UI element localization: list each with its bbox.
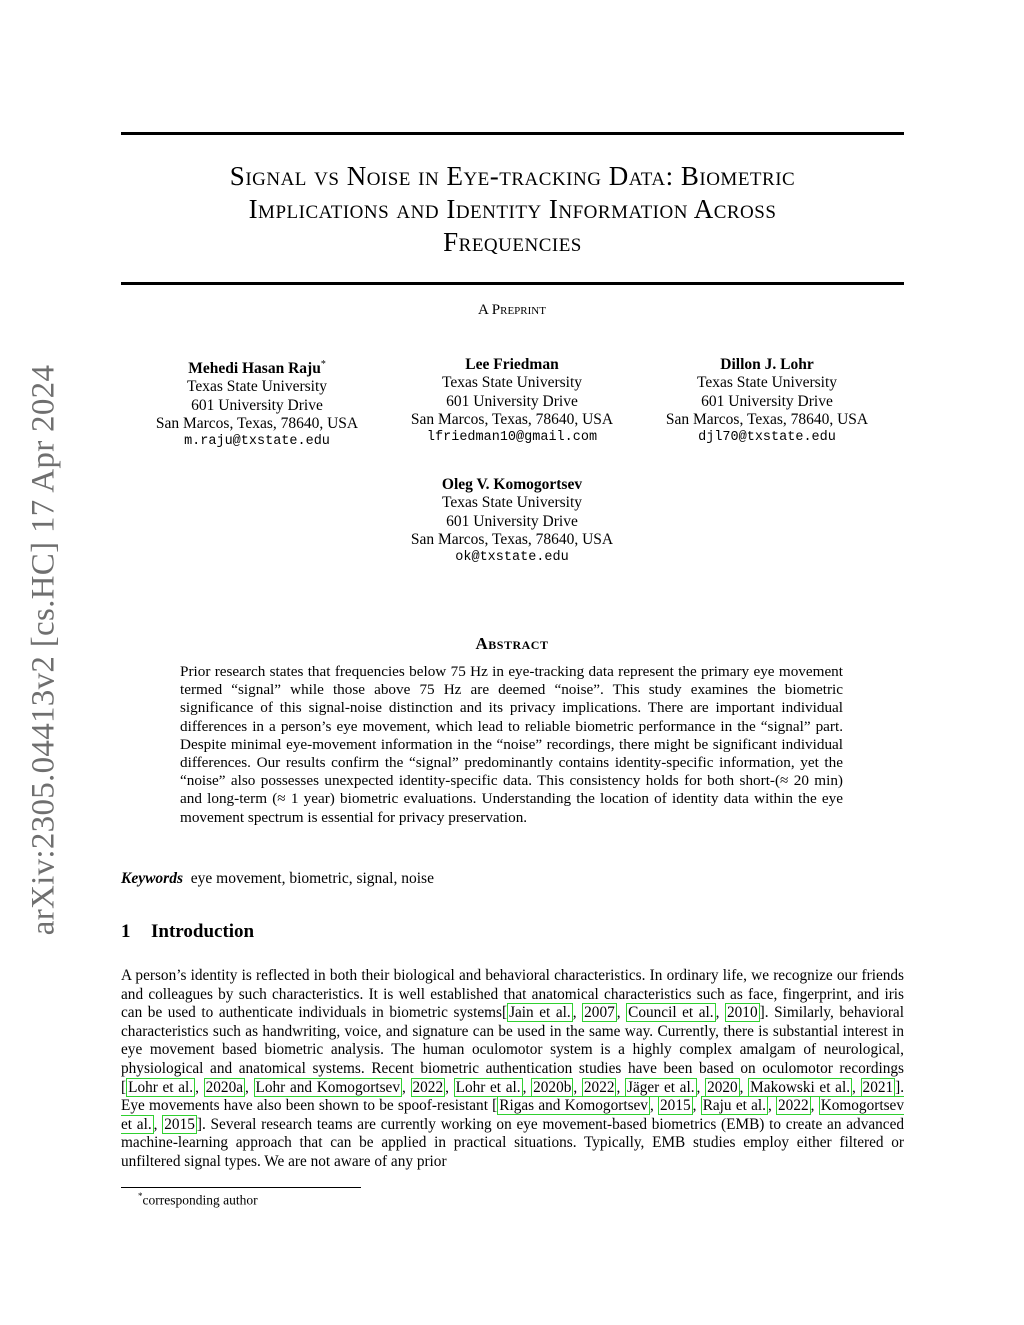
citation-link[interactable]: Rigas and Komogortsev — [499, 1097, 648, 1115]
footnote-mark: * — [138, 1191, 143, 1201]
author-name: Oleg V. Komogortsev — [441, 476, 583, 493]
preprint-label: A Preprint — [478, 302, 546, 318]
paper-title — [121, 160, 904, 259]
author-email[interactable]: djl70@txstate.edu — [698, 430, 836, 446]
author-name: Dillon J. Lohr — [720, 356, 814, 373]
citation-link[interactable]: 2022 — [583, 1078, 615, 1096]
author-street: 601 University Drive — [446, 392, 578, 410]
author-block — [647, 356, 887, 447]
footnote-rule — [121, 1187, 361, 1188]
citation-link[interactable]: Komogortsev et al. — [121, 1097, 904, 1133]
author-affiliation: Texas State University — [441, 494, 583, 512]
title-top-rule — [121, 132, 904, 135]
intro-text: A person’s identity is reflected in both their biological and behavioral characteristics. In ordinary life, we recognize our friends and colleagues by such characteristics. It is well established that anatomical characteristics such as face, fingerprint, and iris can be used to authenticate individuals in biometric systems[ — [121, 967, 904, 1022]
citation-link[interactable]: 2010 — [727, 1004, 758, 1022]
keywords — [121, 870, 434, 888]
citation-link[interactable]: 2022 — [778, 1097, 809, 1115]
citation-link[interactable]: 2007 — [584, 1004, 615, 1022]
citation-link[interactable]: 2020a — [205, 1078, 244, 1096]
citation-link[interactable]: Lohr and Komogortsev — [255, 1078, 400, 1096]
author-city: San Marcos, Texas, 78640, USA — [410, 530, 614, 548]
intro-paragraph: A person’s identity is reflected in both their biological and behavioral characteristics. In ordinary life, we recognize our friends and colleagues by such characteristics. It is well established that anatomical characteristics such as face, fingerprint, and iris can be used to authenticate individuals in biometric systems[ Jain et al. , 2007 , Council et al. , 2010 ]. Similarly, behavioral characteristics such as handwriting, voice, and signature can be used in the same way. Currently, there is substantial interest in eye movement based biometric analysis. The human oculomotor system is a highly complex amalgam of neurological, physiological and anatomical systems. Recent biometric authentication studies have been based on oculomotor recordings [ Lohr et al. , 2020a , Lohr and Komogortsev , 2022 , Lohr et al. , 2020b , 2022 , Jäger et al. , 2020 , Makowski et al. , 2021 ]. Eye movements have also been shown to be spoof-resistant [ Rigas and Komogortsev , 2015 , Raju et al. , 2022 , Komogortsev et al. , 2015 ]. Several research teams are currently working on eye movement-based biometrics (EMB) to create an advanced machine-learning approach that can be applied in practical situations. Typically, EMB studies employ either filtered or unfiltered signal types. We are not aware of any prior — [121, 967, 905, 1170]
citation-link[interactable]: 2022 — [412, 1078, 444, 1096]
keywords-text: eye movement, biometric, signal, noise — [190, 870, 434, 887]
title-bottom-rule — [121, 282, 904, 285]
author-name: Mehedi Hasan Raju* — [188, 359, 326, 378]
section-title: Introduction — [151, 921, 255, 942]
title-line-2: Implications and Identity Information Across — [248, 194, 777, 224]
author-block — [137, 356, 377, 452]
author-city: San Marcos, Texas, 78640, USA — [665, 410, 869, 428]
citation-link[interactable]: Lohr et al. — [455, 1078, 521, 1096]
arxiv-stamp-text: arXiv:2305.04413v2 [cs.HC] 17 Apr 2024 — [25, 364, 62, 936]
author-city: San Marcos, Texas, 78640, USA — [155, 415, 359, 433]
author-street: 601 University Drive — [701, 392, 833, 410]
author-street: 601 University Drive — [446, 512, 578, 530]
title-line-1: Signal vs Noise in Eye-tracking Data: Biometric — [229, 161, 796, 191]
author-email[interactable]: m.raju@txstate.edu — [184, 434, 330, 450]
title-line-3: Frequencies — [443, 227, 582, 257]
keywords-label: Keywords — [121, 870, 183, 887]
citation-link[interactable]: 2020 — [707, 1078, 738, 1096]
citation-link[interactable]: Jäger et al. — [627, 1078, 695, 1096]
section-number: 1 — [121, 921, 131, 942]
footnote-text: corresponding author — [142, 1192, 258, 1208]
citation-link[interactable]: Makowski et al. — [750, 1078, 851, 1096]
author-affiliation: Texas State University — [696, 374, 838, 392]
author-affiliation: Texas State University — [441, 374, 583, 392]
intro-text: ]. Several research teams are currently working on eye movement-based biometrics (EMB) to create an advanced machine-learning approach that can be applied in practical situations. Typically, EMB studies employ either filtered or unfiltered signal types. We are not aware of any prior — [121, 1115, 905, 1170]
citation-link[interactable]: 2020b — [533, 1078, 572, 1096]
author-block — [392, 356, 632, 447]
footnote — [138, 1191, 258, 1209]
citation-link[interactable]: Lohr et al. — [128, 1078, 194, 1096]
abstract-heading: Abstract — [475, 634, 549, 653]
citation-link[interactable]: 2015 — [660, 1097, 691, 1115]
author-block — [392, 476, 632, 567]
intro-text: ]. Similarly, behavioral characteristics such as handwriting, voice, and signature can be used in the same way. Currently, there is substantial interest in eye movement based biometric analysis. The human oculomotor system is a highly complex amalgam of neurological, physiological and anatomical systems. Recent biometric authentication studies have been based on oculomotor recordings [ — [121, 1004, 904, 1096]
author-email[interactable]: ok@txstate.edu — [455, 550, 569, 566]
author-email[interactable]: lfriedman10@gmail.com — [426, 430, 598, 446]
abstract-text: Prior research states that frequencies below 75 Hz in eye-tracking data represent the primary eye movement termed “signal” while those above 75 Hz are deemed “noise”. This study examines the biometric significance of this signal-noise distinction and its privacy implications. There are important individual differences in a person’s eye movement, which lead to reliable biometric performance in the “signal” part. Despite minimal eye-movement information in the “noise” recordings, there might be significant individual differences. Our results confirm the “signal” predominantly contains identity-specific information, yet the “noise” also possesses unexpected identity-specific data. This consistency holds for both short-(≈ 20 min) and long-term (≈ 1 year) biometric evaluations. Understanding the location of identity data within the eye movement spectrum is essential for privacy preservation. — [180, 663, 843, 826]
citation-link[interactable]: Jain et al. — [509, 1004, 571, 1022]
citation-link[interactable]: Raju et al. — [702, 1097, 766, 1115]
author-name: Lee Friedman — [465, 356, 559, 373]
section-heading — [121, 921, 254, 943]
citation-link[interactable]: 2015 — [164, 1115, 195, 1133]
author-affiliation: Texas State University — [186, 378, 328, 396]
intro-text: ]. Eye movements have also been shown to be spoof-resistant [ — [121, 1078, 905, 1115]
author-city: San Marcos, Texas, 78640, USA — [410, 410, 614, 428]
author-footnote-mark: * — [320, 359, 326, 370]
author-street: 601 University Drive — [191, 396, 323, 414]
citation-link[interactable]: 2021 — [862, 1078, 894, 1096]
citation-link[interactable]: Council et al. — [628, 1004, 714, 1022]
